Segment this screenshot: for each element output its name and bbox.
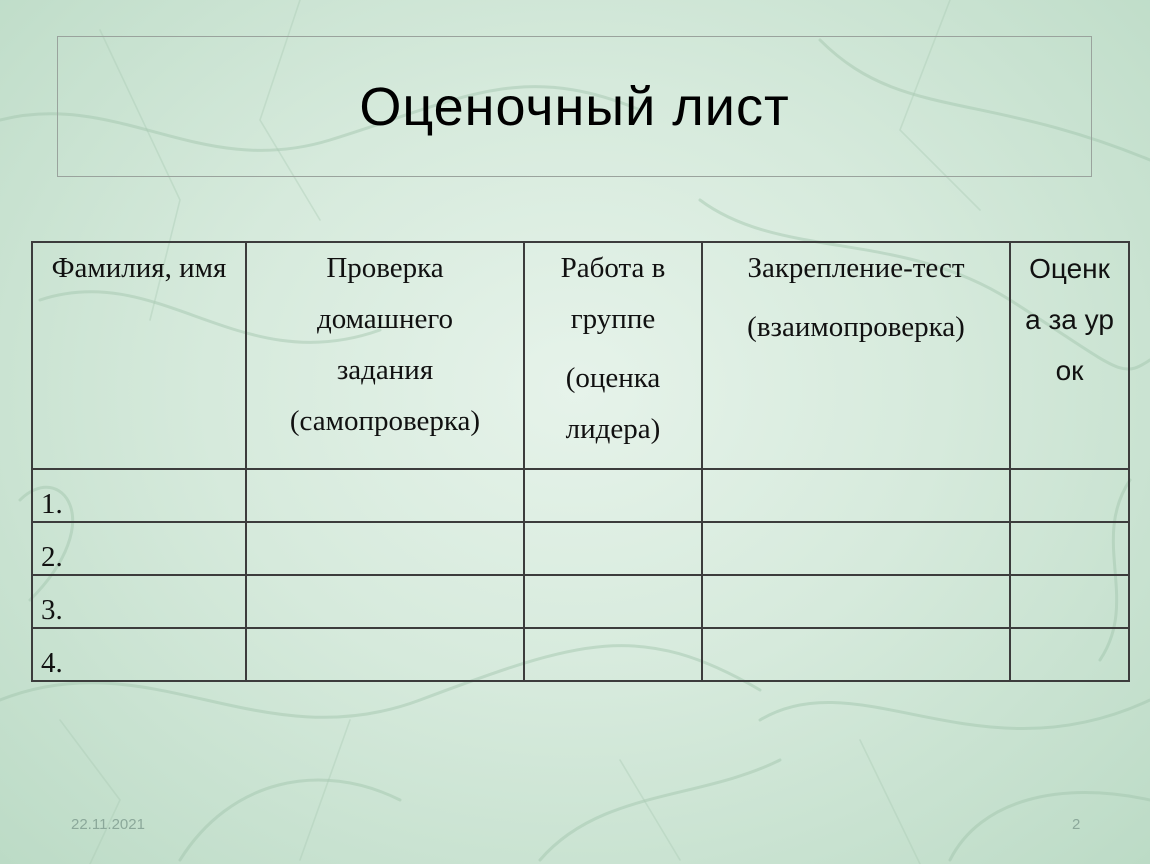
row-number: 2. [32,522,246,575]
table-cell [702,469,1010,522]
page-number: 2 [1072,816,1081,833]
table-row [32,469,1129,522]
header-homework-label: Проверка домашнего задания [316,252,454,386]
header-group-sub: (оценка лидера) [565,362,661,445]
table-cell [702,575,1010,628]
header-group-work [524,242,702,469]
table-cell [246,469,524,522]
page-title: Оценочный лист [359,76,790,137]
footer-date: 22.11.2021 [71,816,145,833]
table-cell [524,469,702,522]
header-homework-check [246,242,524,469]
table-cell [702,628,1010,681]
row-number: 3. [32,575,246,628]
row-number: 4. [32,628,246,681]
table-cell [702,522,1010,575]
table-cell [246,628,524,681]
table-cell [524,575,702,628]
header-test-label: Закрепление-тест [747,252,965,284]
header-lesson-grade [1010,242,1129,469]
title-box [57,36,1092,177]
grading-table [31,241,1130,682]
header-name [32,242,246,469]
header-homework-sub: (самопроверка) [289,405,481,437]
table-header-row [32,242,1129,469]
table-cell [246,522,524,575]
table-cell [246,575,524,628]
table-row [32,575,1129,628]
table-cell [1010,469,1129,522]
table-cell [1010,522,1129,575]
header-test-sub: (взаимопроверка) [747,311,965,343]
header-group-label: Работа в группе [560,252,666,335]
table-cell [1010,628,1129,681]
row-number: 1. [32,469,246,522]
header-grade-label: Оценка за урок [1025,253,1114,386]
table-row [32,522,1129,575]
table-row [32,628,1129,681]
header-name-label: Фамилия, имя [51,252,227,284]
table-cell [524,628,702,681]
table-cell [1010,575,1129,628]
header-test [702,242,1010,469]
table-cell [524,522,702,575]
